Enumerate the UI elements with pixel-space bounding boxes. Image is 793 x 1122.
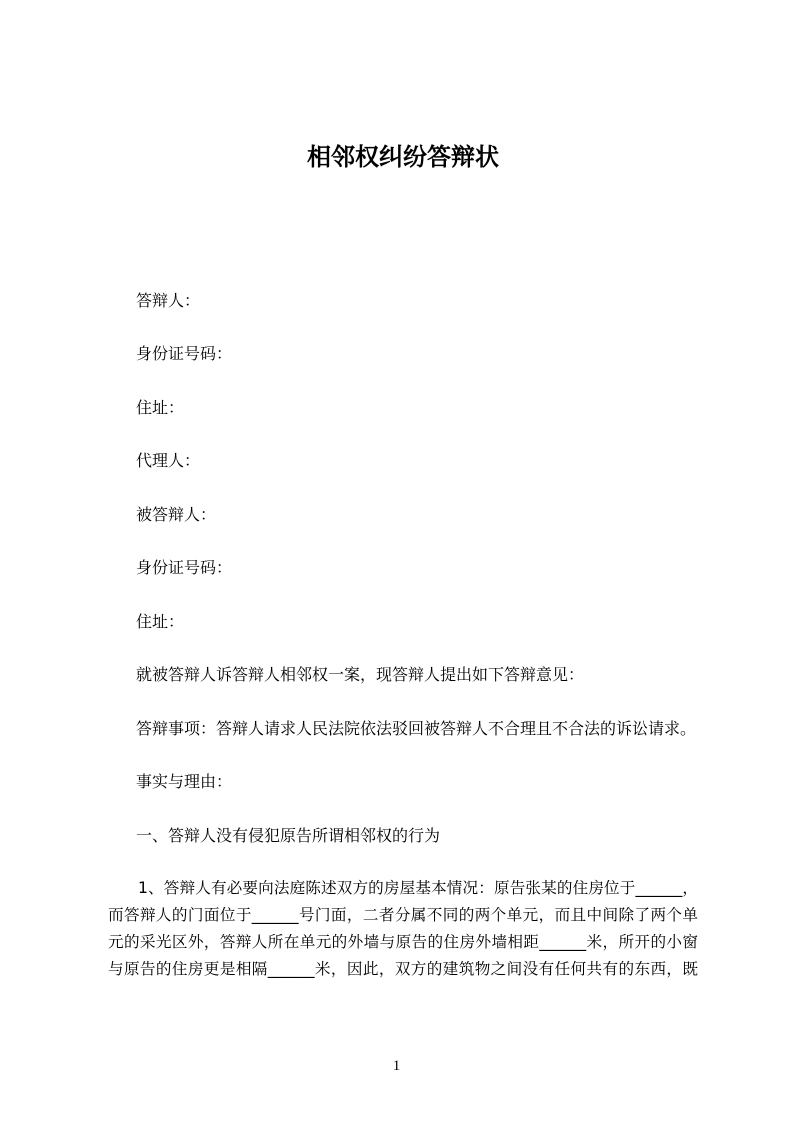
defense-request-paragraph: 答辩事项：答辩人请求人民法院依法驳回被答辩人不合理且不合法的诉讼请求。 — [136, 718, 697, 738]
agent-label: 代理人： — [136, 451, 201, 470]
paragraph-line: 与原告的住房更是相隔______米，因此，双方的建筑物之间没有任何共有的东西，既 — [108, 960, 698, 978]
plaintiff-address-label: 住址： — [136, 611, 185, 631]
respondent-id-number-label: 身份证号码： — [136, 344, 233, 363]
paragraph-line: 1、答辩人有必要向法庭陈述双方的房屋基本情况：原告张某的住房位于______， — [138, 879, 698, 897]
plaintiff-label: 被答辩人： — [136, 504, 217, 524]
respondent-label: 答辩人： — [136, 290, 201, 310]
facts-and-reasons-heading: 事实与理由： — [136, 772, 233, 791]
paragraph-line: 元的采光区外，答辩人所在单元的外墙与原告的住房外墙相距______米，所开的小窗 — [108, 933, 698, 951]
intro-paragraph: 就被答辩人诉答辩人相邻权一案，现答辩人提出如下答辩意见： — [136, 665, 585, 684]
document-body — [108, 287, 698, 984]
paragraph-line: 而答辩人的门面位于______号门面，二者分属不同的两个单元，而且中间除了两个单 — [108, 906, 698, 924]
section-one-heading: 一、答辩人没有侵犯原告所谓相邻权的行为 — [136, 825, 441, 845]
respondent-address-label: 住址： — [136, 397, 185, 417]
plaintiff-id-number-label: 身份证号码： — [136, 558, 233, 577]
page-number: 1 — [392, 1058, 401, 1074]
paragraph-one — [108, 875, 698, 983]
document-title: 相邻权纠纷答辩状 — [307, 143, 499, 171]
